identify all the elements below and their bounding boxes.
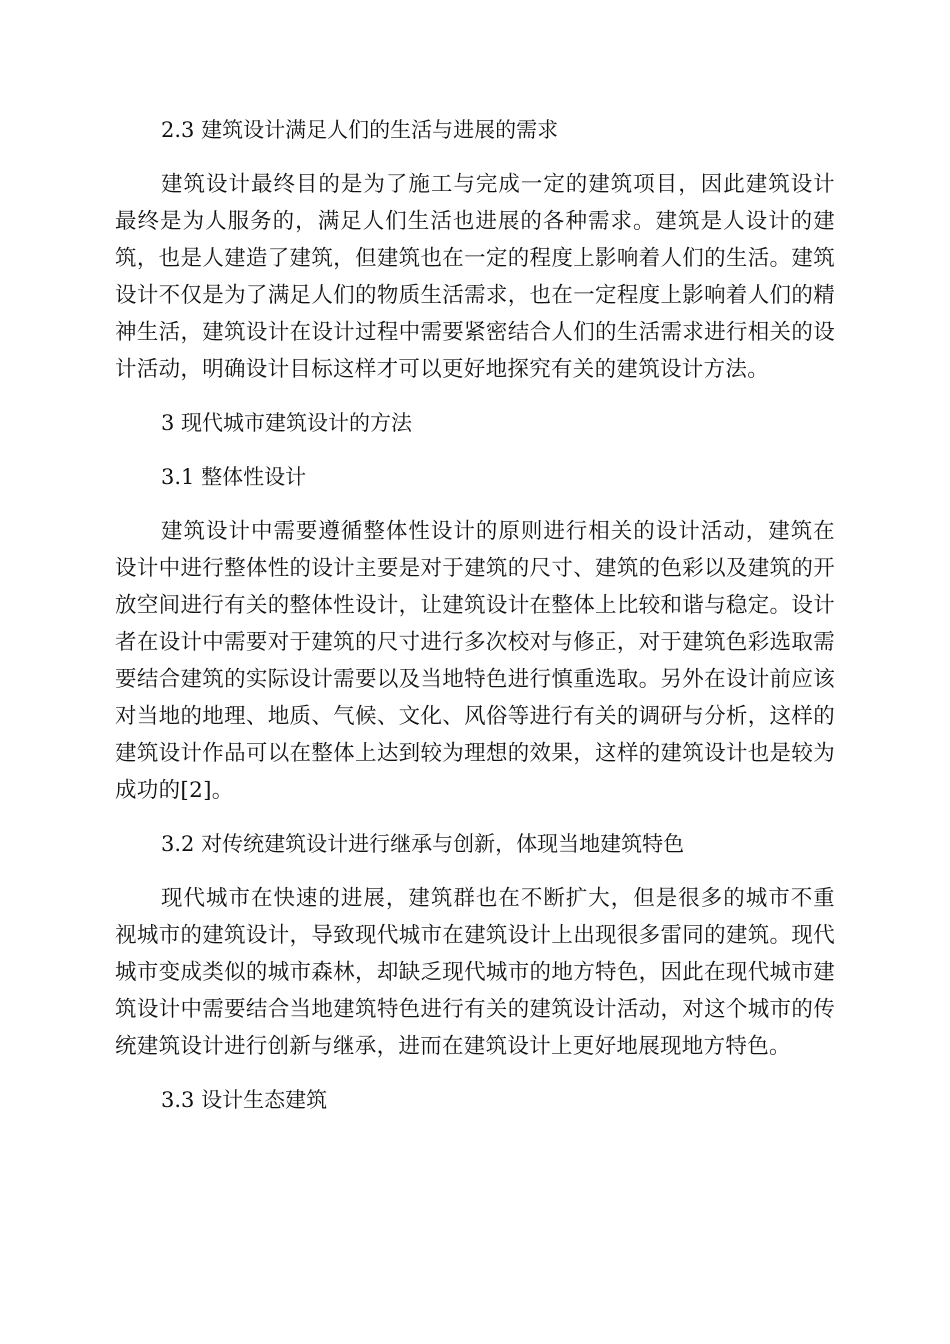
document-body bbox=[115, 112, 835, 1119]
section-heading-3-2: 3.2 对传统建筑设计进行继承与创新，体现当地建筑特色 bbox=[161, 832, 685, 856]
paragraph-3-2-body: 现代城市在快速的进展，建筑群也在不断扩大，但是很多的城市不重视城市的建筑设计，导致现代城市在建筑设计上出现很多雷同的建筑。现代城市变成类似的城市森林，却缺乏现代城市的地方特色，因此在现代城市建筑设计中需要结合当地建筑特色进行有关的建筑设计活动，对这个城市的传统建筑设计进行创新与继承，进而在建筑设计上更好地展现地方特色。 bbox=[115, 886, 835, 1059]
paragraph-2-3-body: 建筑设计最终目的是为了施工与完成一定的建筑项目，因此建筑设计最终是为人服务的，满足人们生活也进展的各种需求。建筑是人设计的建筑，也是人建造了建筑，但建筑也在一定的程度上影响着人们的生活。建筑设计不仅是为了满足人们的物质生活需求，也在一定程度上影响着人们的精神生活，建筑设计在设计过程中需要紧密结合人们的生活需求进行相关的设计活动，明确设计目标这样才可以更好地探究有关的建筑设计方法。 bbox=[115, 172, 835, 382]
section-heading-2-3: 2.3 建筑设计满足人们的生活与进展的需求 bbox=[161, 118, 559, 142]
section-heading-3-1: 3.1 整体性设计 bbox=[161, 465, 307, 489]
paragraph-3-1-body: 建筑设计中需要遵循整体性设计的原则进行相关的设计活动，建筑在设计中进行整体性的设计主要是对于建筑的尺寸、建筑的色彩以及建筑的开放空间进行有关的整体性设计，让建筑设计在整体上比较和谐与稳定。设计者在设计中需要对于建筑的尺寸进行多次校对与修正，对于建筑色彩选取需要结合建筑的实际设计需要以及当地特色进行慎重选取。另外在设计前应该对当地的地理、地质、气候、文化、风俗等进行有关的调研与分析，这样的建筑设计作品可以在整体上达到较为理想的效果，这样的建筑设计也是较为成功的[2]。 bbox=[115, 519, 835, 803]
section-heading-3: 3 现代城市建筑设计的方法 bbox=[161, 411, 413, 435]
section-heading-3-3: 3.3 设计生态建筑 bbox=[161, 1088, 328, 1112]
